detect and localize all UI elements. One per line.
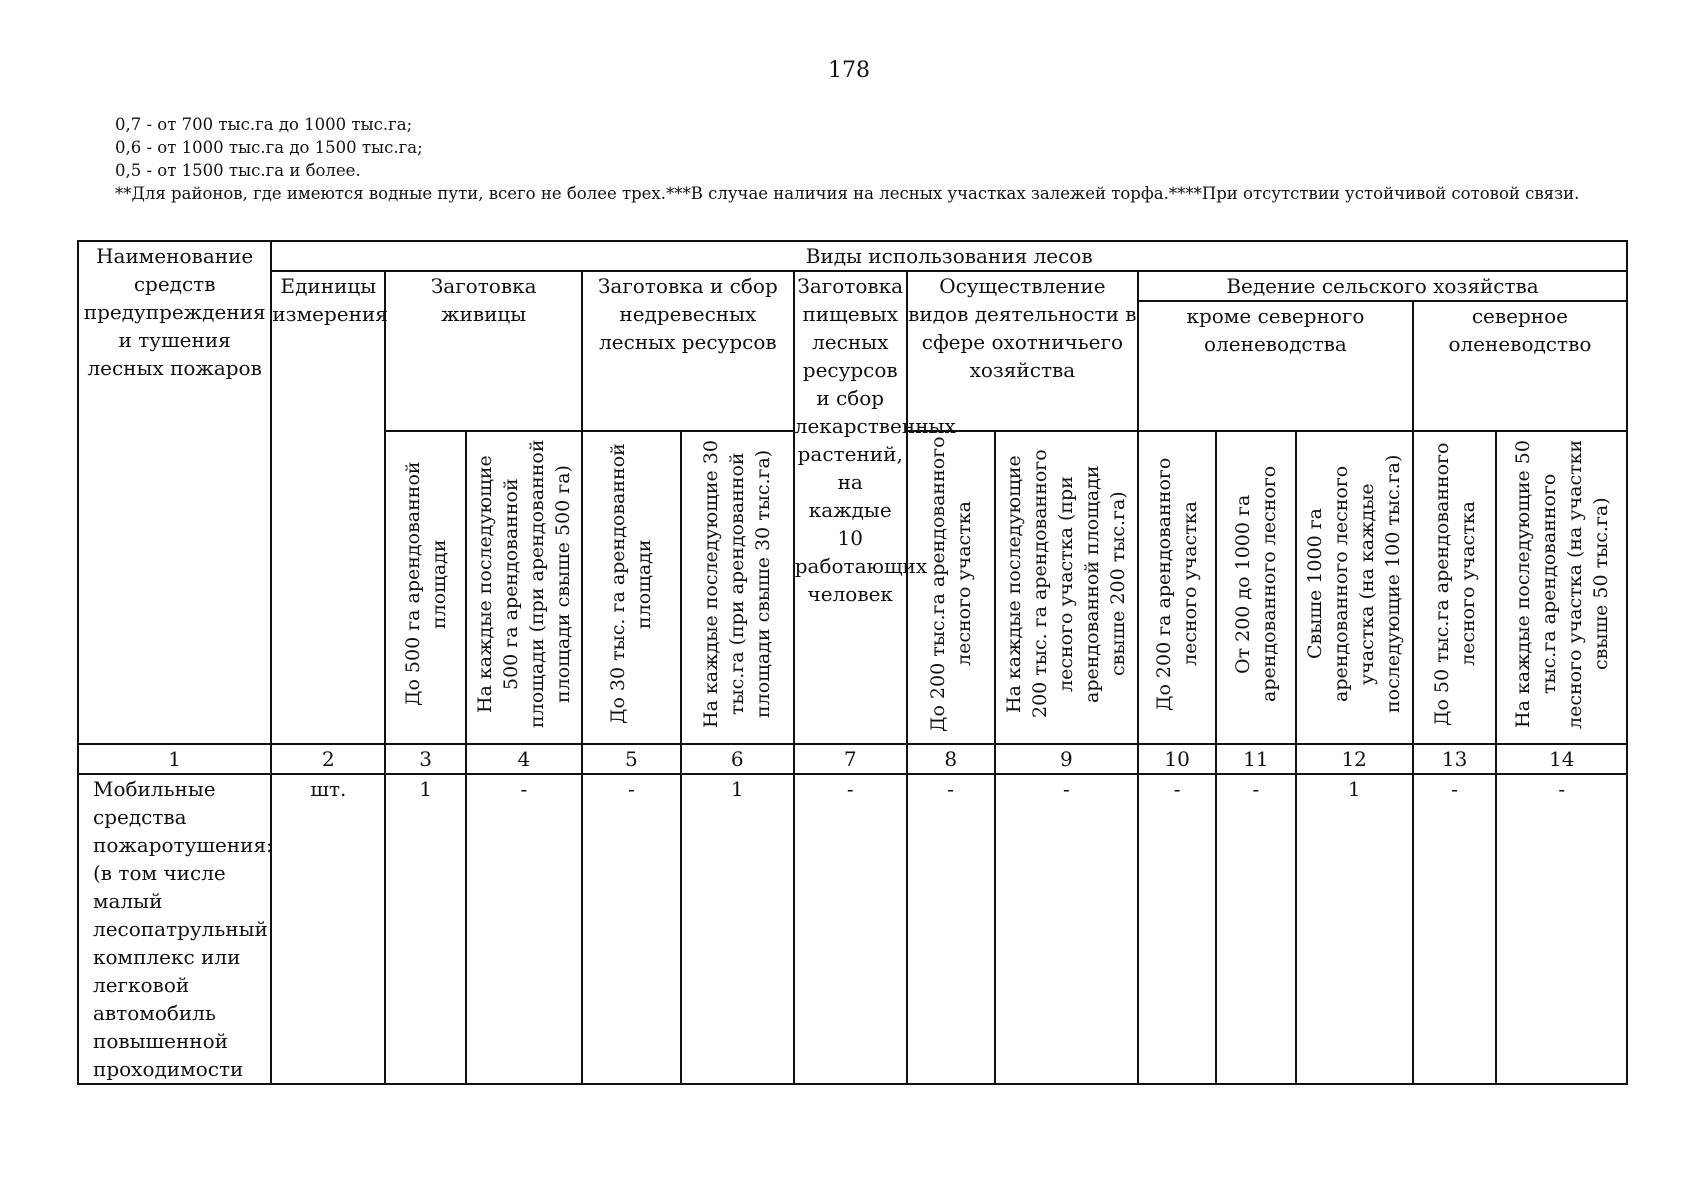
- column-number: 1: [78, 744, 271, 774]
- cell-value: -: [907, 774, 995, 1084]
- cell-value: -: [1413, 774, 1497, 1084]
- column-number: 4: [466, 744, 582, 774]
- cell-value: -: [794, 774, 907, 1084]
- column-number: 12: [1296, 744, 1413, 774]
- header-nonwood-resources: Заготовка и сбор недревесных лесных ресурсов: [582, 271, 794, 431]
- footnotes: [115, 113, 1579, 205]
- header-forest-use-types: Виды использования лесов: [271, 241, 1627, 271]
- column-number: 2: [271, 744, 385, 774]
- cell-value: -: [1496, 774, 1627, 1084]
- cell-value: -: [1216, 774, 1295, 1084]
- column-number: 11: [1216, 744, 1295, 774]
- page-number: 178: [828, 58, 870, 83]
- table-row: [78, 774, 1627, 1084]
- column-number: 13: [1413, 744, 1497, 774]
- header-food-resources: Заготовка пищевых лесных ресурсов и сбор лекарственных растений, на каждые 10 работающих человек: [794, 271, 907, 744]
- header-col-4: На каждые последующие 500 га арендованной площади (при арендованной площади свыше 500 га): [466, 431, 582, 744]
- note-line: 0,7 - от 700 тыс.га до 1000 тыс.га;: [115, 115, 413, 134]
- header-col-12: Свыше 1000 га арендованного лесного участка (на каждые последующие 100 тыс.га): [1296, 431, 1413, 744]
- header-col-9: На каждые последующие 200 тыс. га арендованного лесного участка (при арендованной площади свыше 200 тыс.га): [995, 431, 1138, 744]
- header-except-reindeer: кроме северного оленеводства: [1138, 301, 1413, 431]
- column-number: 5: [582, 744, 681, 774]
- column-number-row: [78, 744, 1627, 774]
- header-hunting: Осуществление видов деятельности в сфере охотничьего хозяйства: [907, 271, 1138, 431]
- column-number: 8: [907, 744, 995, 774]
- unit-value: шт.: [271, 774, 385, 1084]
- header-col-13: До 50 тыс.га арендованного лесного участка: [1413, 431, 1497, 744]
- column-number: 9: [995, 744, 1138, 774]
- column-number: 3: [385, 744, 465, 774]
- column-number: 6: [681, 744, 794, 774]
- note-line: **Для районов, где имеются водные пути, всего не более трех.***В случае наличия на лесных участках залежей торфа.****При отсутствии устойчивой сотовой связи.: [115, 184, 1580, 203]
- cell-value: -: [582, 774, 681, 1084]
- header-agriculture: Ведение сельского хозяйства: [1138, 271, 1627, 301]
- header-resin-harvesting: Заготовка живицы: [385, 271, 582, 431]
- cell-value: 1: [385, 774, 465, 1084]
- fire-equipment-table: [77, 240, 1628, 1085]
- column-number: 7: [794, 744, 907, 774]
- header-reindeer: северное оленеводство: [1413, 301, 1627, 431]
- header-col-8: До 200 тыс.га арендованного лесного участка: [907, 431, 995, 744]
- header-col-6: На каждые последующие 30 тыс.га (при арендованной площади свыше 30 тыс.га): [681, 431, 794, 744]
- equipment-name: Мобильные средства пожаротушения: (в том числе малый лесопатрульный комплекс или легковой автомобиль повышенной проходимости: [78, 774, 271, 1084]
- header-equipment-name: Наименование средств предупреждения и тушения лесных пожаров: [78, 241, 271, 744]
- header-col-14: На каждые последующие 50 тыс.га арендованного лесного участка (на участки свыше 50 тыс.га): [1496, 431, 1627, 744]
- cell-value: -: [995, 774, 1138, 1084]
- cell-value: 1: [1296, 774, 1413, 1084]
- column-number: 10: [1138, 744, 1216, 774]
- header-unit: Единицы измерения: [271, 271, 385, 744]
- cell-value: 1: [681, 774, 794, 1084]
- header-col-10: До 200 га арендованного лесного участка: [1138, 431, 1216, 744]
- note-line: 0,5 - от 1500 тыс.га и более.: [115, 161, 361, 180]
- note-line: 0,6 - от 1000 тыс.га до 1500 тыс.га;: [115, 138, 423, 157]
- cell-value: -: [466, 774, 582, 1084]
- header-col-11: От 200 до 1000 га арендованного лесного: [1216, 431, 1295, 744]
- header-col-3: До 500 га арендованной площади: [385, 431, 465, 744]
- cell-value: -: [1138, 774, 1216, 1084]
- header-col-5: До 30 тыс. га арендованной площади: [582, 431, 681, 744]
- column-number: 14: [1496, 744, 1627, 774]
